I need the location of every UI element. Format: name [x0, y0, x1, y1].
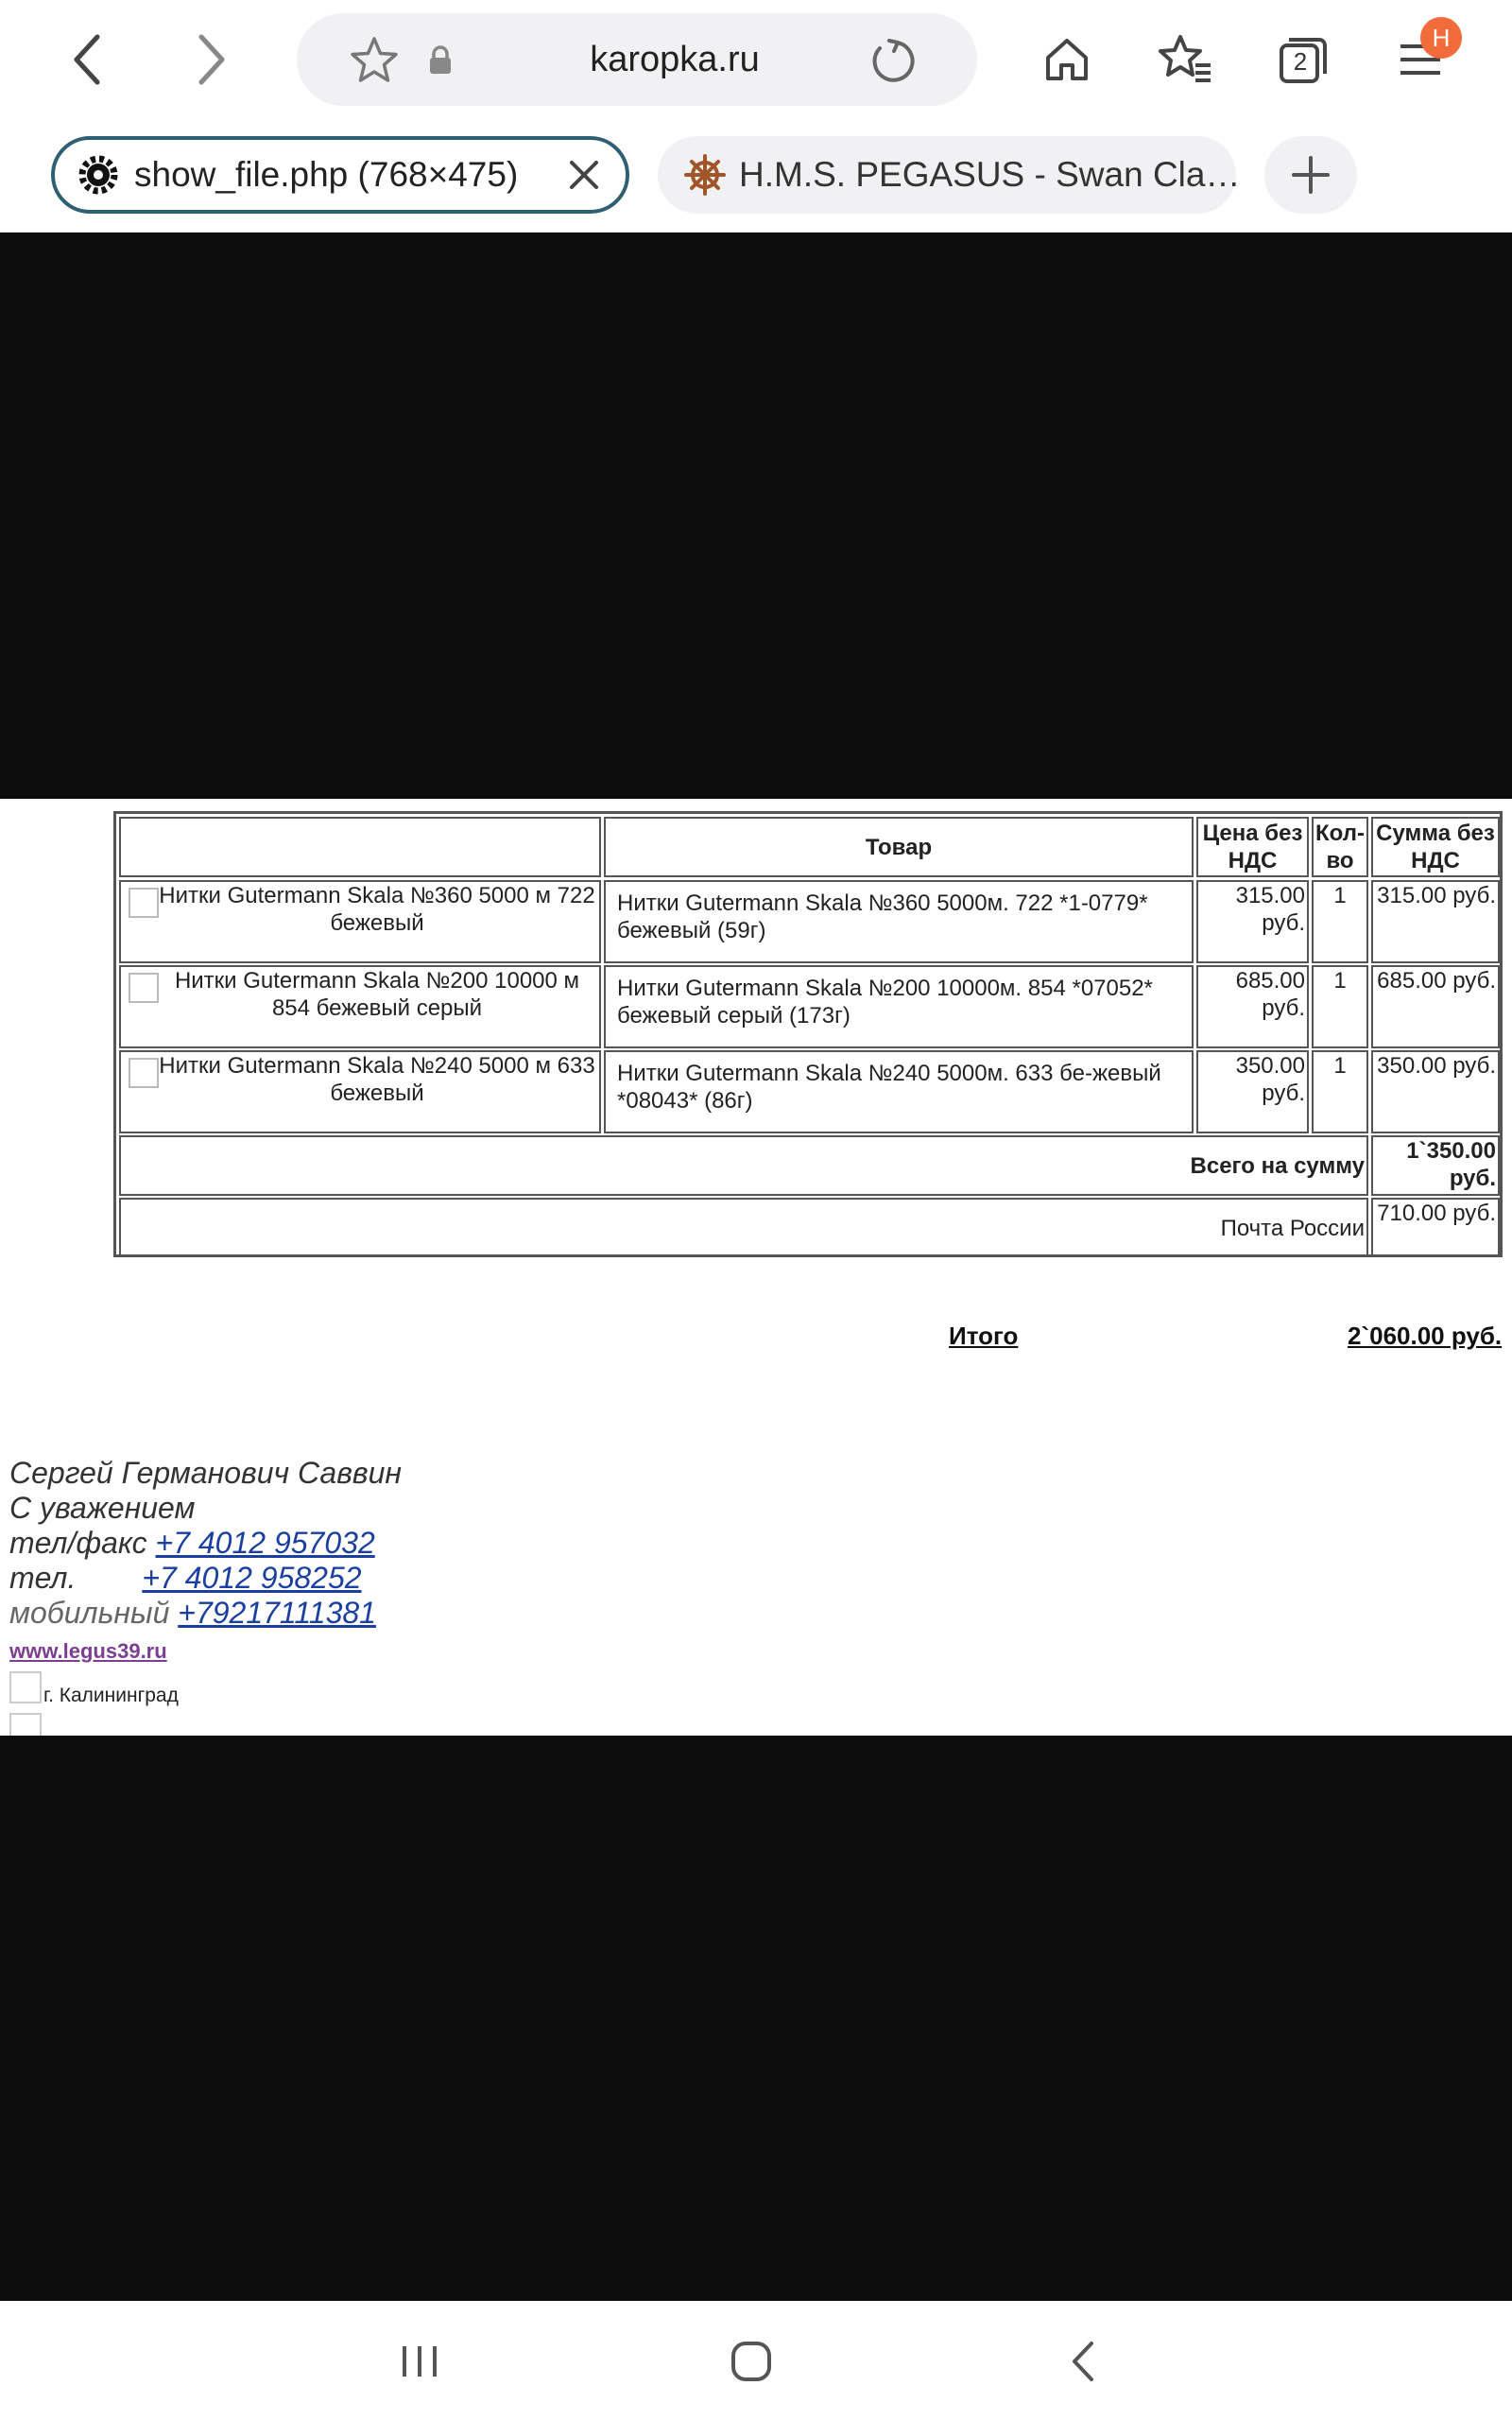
image-placeholder: [9, 1713, 42, 1736]
bookmarks-list-icon[interactable]: [1153, 28, 1219, 91]
table-row-price: 315.00 руб.: [1196, 880, 1309, 963]
close-tab-icon[interactable]: [565, 156, 603, 194]
signature-fax-line: тел/факс +7 4012 957032: [9, 1526, 375, 1560]
lock-icon: [423, 40, 457, 81]
image-placeholder: [9, 1671, 42, 1703]
table-row-price: 350.00 руб.: [1196, 1050, 1309, 1133]
ship-wheel-favicon-icon: [684, 154, 726, 196]
table-row-qty: 1: [1312, 965, 1368, 1048]
table-row-qty: 1: [1312, 1050, 1368, 1133]
table-row-name: Нитки Gutermann Skala №240 5000 м 633 бежевый: [119, 1050, 601, 1133]
table-row-sum: 350.00 руб.: [1371, 1050, 1500, 1133]
tab-title: show_file.php (768×475): [134, 155, 519, 194]
reload-icon[interactable]: [864, 32, 920, 89]
grand-total-label: Итого: [949, 1322, 1019, 1350]
black-image-area: [0, 233, 1512, 799]
browser-toolbar: [0, 0, 1512, 233]
row-checkbox[interactable]: [129, 1058, 159, 1088]
new-tab-button[interactable]: [1264, 136, 1357, 214]
grand-total-value: 2`060.00 руб.: [1348, 1322, 1503, 1350]
mobile-link[interactable]: +79217111381: [178, 1596, 376, 1630]
system-nav-bar: [0, 2301, 1512, 2420]
back-icon[interactable]: [57, 28, 119, 91]
header-qty: Кол-во: [1312, 817, 1368, 877]
invoice-table: [113, 811, 1503, 1257]
signature-regards: С уважением: [9, 1491, 196, 1525]
gear-favicon-icon: [77, 154, 119, 196]
table-row-price: 685.00 руб.: [1196, 965, 1309, 1048]
total-label: Всего на сумму: [119, 1135, 1368, 1196]
table-row-sum: 315.00 руб.: [1371, 880, 1500, 963]
recent-apps-icon[interactable]: [382, 2324, 457, 2399]
table-row-sum: 685.00 руб.: [1371, 965, 1500, 1048]
table-row-desc: Нитки Gutermann Skala №360 5000м. 722 *1-0779* бежевый (59г): [604, 880, 1194, 963]
plus-icon: [1290, 154, 1332, 196]
website-link[interactable]: www.legus39.ru: [9, 1639, 167, 1663]
tabs-count: 2: [1293, 47, 1308, 76]
profile-badge[interactable]: H: [1420, 17, 1462, 59]
tab-show-file[interactable]: [51, 136, 629, 214]
forward-icon[interactable]: [180, 28, 242, 91]
row-checkbox[interactable]: [129, 973, 159, 1003]
tab-pegasus[interactable]: [658, 136, 1241, 214]
home-nav-icon[interactable]: [713, 2324, 789, 2399]
signature-mobile-line: мобильный +79217111381: [9, 1596, 376, 1630]
signature-name: Сергей Германович Саввин: [9, 1456, 403, 1490]
row-checkbox[interactable]: [129, 888, 159, 918]
table-row-qty: 1: [1312, 880, 1368, 963]
header-empty: [119, 817, 601, 877]
shipping-value: 710.00 руб.: [1371, 1198, 1500, 1256]
signature-tel-line: тел. +7 4012 958252: [9, 1561, 362, 1595]
bookmark-star-icon[interactable]: [348, 34, 401, 87]
url-text[interactable]: karopka.ru: [590, 40, 760, 79]
tabs-icon[interactable]: [1272, 28, 1334, 91]
black-image-area: [0, 1736, 1512, 2301]
shipping-label: Почта России: [119, 1198, 1368, 1256]
table-row-name: Нитки Gutermann Skala №360 5000 м 722 бежевый: [119, 880, 601, 963]
total-value: 1`350.00 руб.: [1371, 1135, 1500, 1196]
city-label: г. Калининград: [43, 1685, 179, 1706]
signature-block: [9, 1456, 402, 1631]
back-nav-icon[interactable]: [1045, 2324, 1121, 2399]
header-product: Товар: [604, 817, 1194, 877]
tab-title: H.M.S. PEGASUS - Swan Cla…: [739, 155, 1241, 194]
header-sum: Сумма без НДС: [1371, 817, 1500, 877]
address-bar[interactable]: [297, 13, 977, 106]
table-row-name: Нитки Gutermann Skala №200 10000 м 854 бежевый серый: [119, 965, 601, 1048]
fax-link[interactable]: +7 4012 957032: [155, 1526, 375, 1560]
table-row-desc: Нитки Gutermann Skala №200 10000м. 854 *07052* бежевый серый (173г): [604, 965, 1194, 1048]
home-icon[interactable]: [1036, 28, 1098, 91]
table-row-desc: Нитки Gutermann Skala №240 5000м. 633 бе-жевый *08043* (86г): [604, 1050, 1194, 1133]
tel-link[interactable]: +7 4012 958252: [142, 1561, 362, 1595]
header-price: Цена без НДС: [1196, 817, 1309, 877]
